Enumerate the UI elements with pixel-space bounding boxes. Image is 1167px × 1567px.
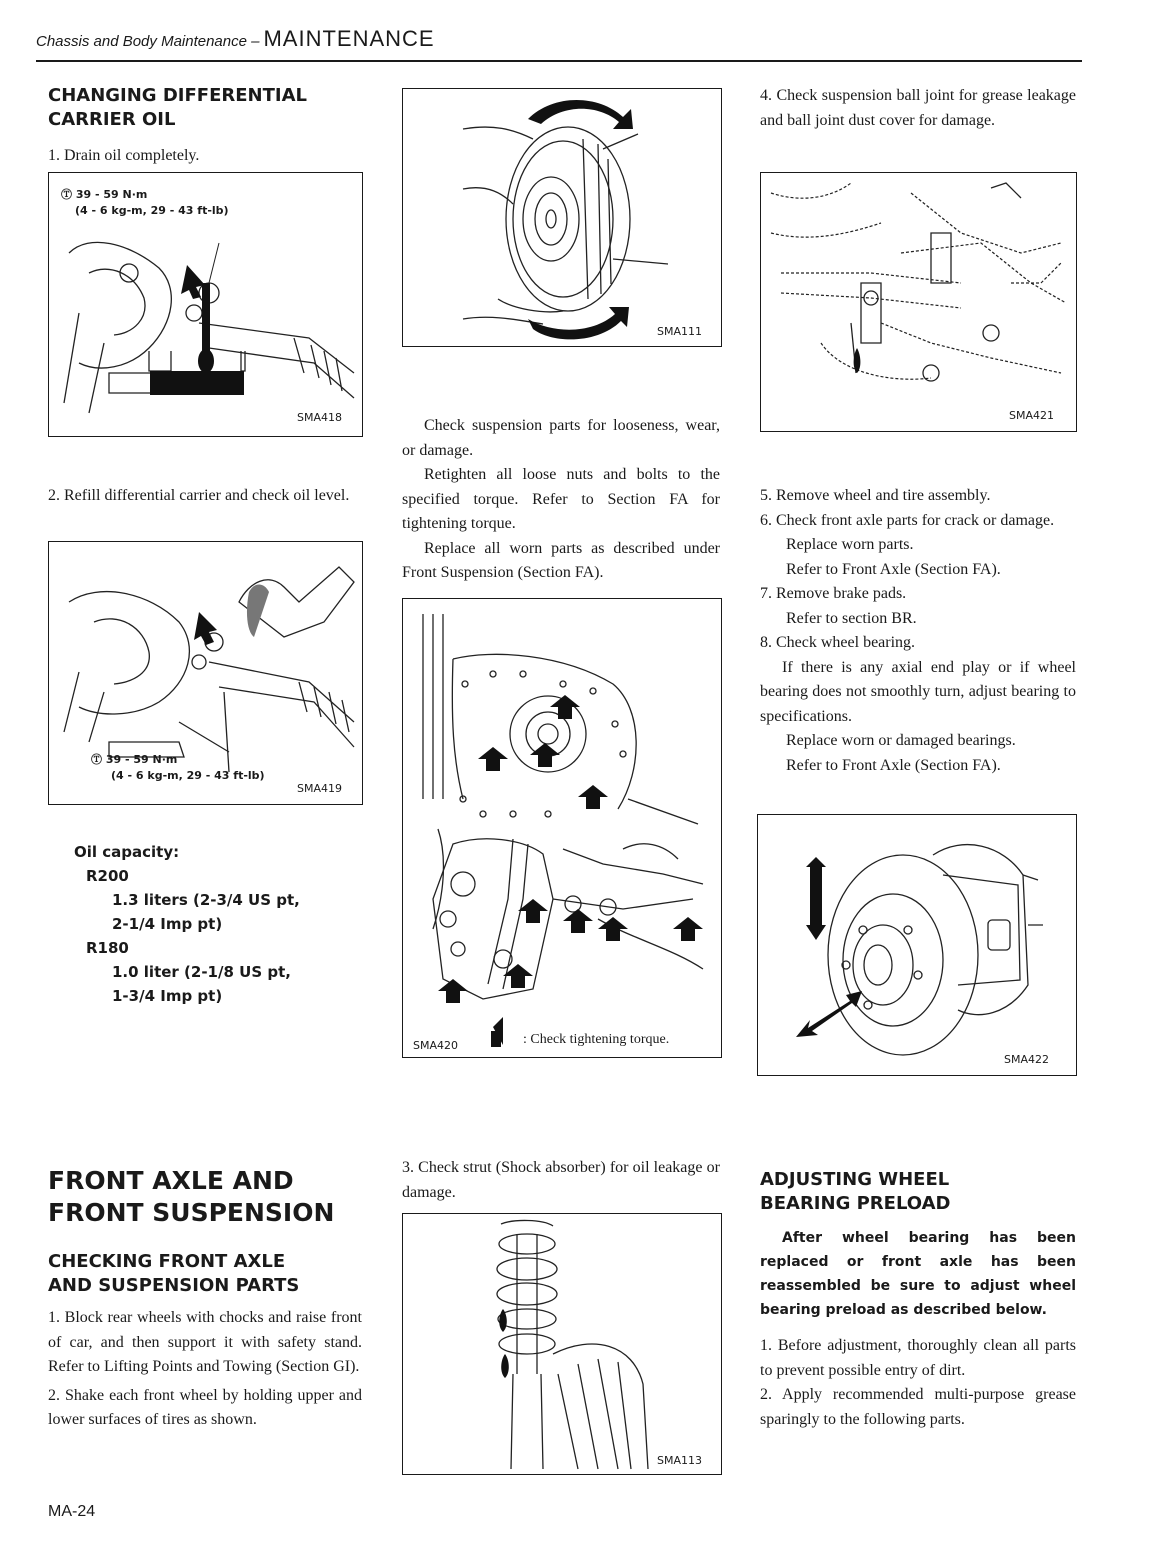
figure-code: SMA113 <box>657 1454 702 1467</box>
step-replace-bearings: Replace worn or damaged bearings. <box>786 732 1016 749</box>
figure-sma113 <box>402 1213 722 1475</box>
header-section: Chassis and Body Maintenance – <box>36 33 260 50</box>
oil-r200-value-1: 1.3 liters (2-3/4 US pt, <box>112 891 300 909</box>
torque-label-419 <box>91 752 265 784</box>
step-shake-wheel: 2. Shake each front wheel by holding upper and lower surfaces of tires as shown. <box>48 1386 362 1428</box>
figure-sma419 <box>48 541 363 805</box>
oil-r180-value-2: 1-3/4 Imp pt) <box>112 987 223 1005</box>
step-refill-oil: 2. Refill differential carrier and check oil level. <box>48 487 350 504</box>
checking-heading <box>48 1250 362 1298</box>
heading-changing-line2: CARRIER OIL <box>48 109 176 130</box>
step-replace-worn: Replace worn parts. <box>786 536 914 553</box>
figure-sma422 <box>757 814 1077 1076</box>
strut-illustration <box>403 1214 721 1474</box>
oil-r180: R180 <box>86 939 129 957</box>
step-remove-pads: 7. Remove brake pads. <box>760 585 907 602</box>
step-refer-axle-2: Refer to Front Axle (Section FA). <box>786 756 1001 774</box>
step-apply-grease: 2. Apply recommended multi-purpose grease sparingly to the following parts. <box>760 1386 1076 1428</box>
figure-code: SMA421 <box>1009 409 1054 422</box>
step-check-axle: 6. Check front axle parts for crack or damage. <box>760 511 1055 529</box>
torque-units: (4 - 6 kg-m, 29 - 43 ft-lb) <box>111 769 265 782</box>
heading-front-axle-line2: FRONT SUSPENSION <box>48 1198 335 1227</box>
figure-code: SMA422 <box>1004 1053 1049 1066</box>
step-axial-play: If there is any axial end play or if wheel bearing does not smoothly turn, adjust bearing to specifications. <box>760 658 1076 725</box>
oil-r200: R200 <box>86 867 129 885</box>
page-header <box>36 26 1082 62</box>
ball-joint-illustration <box>761 173 1076 431</box>
wheel-hub-illustration <box>758 815 1076 1075</box>
heading-checking-line1: CHECKING FRONT AXLE <box>48 1251 286 1272</box>
header-title: MAINTENANCE <box>263 26 435 51</box>
figure-sma418 <box>48 172 363 437</box>
step-remove-wheel: 5. Remove wheel and tire assembly. <box>760 487 991 504</box>
para-after-bearing: After wheel bearing has been replaced or front axle has been reassembled be sure to adjust wheel bearing preload as described below. <box>760 1230 1076 1318</box>
oil-r200-value-2: 2-1/4 Imp pt) <box>112 915 223 933</box>
figure-code: SMA418 <box>297 411 342 424</box>
front-axle-heading <box>48 1165 362 1229</box>
heading-adjusting-line1: ADJUSTING WHEEL <box>760 1169 950 1190</box>
heading-changing-line1: CHANGING DIFFERENTIAL <box>48 85 307 106</box>
heading-checking-line2: AND SUSPENSION PARTS <box>48 1275 300 1296</box>
page-number: MA-24 <box>48 1503 96 1520</box>
torque-units: (4 - 6 kg-m, 29 - 43 ft-lb) <box>75 204 229 217</box>
figure-sma421 <box>760 172 1077 432</box>
torque-value: Ⓣ 39 - 59 N·m <box>91 753 178 766</box>
changing-oil-heading <box>48 84 362 132</box>
figure-code: SMA420 <box>413 1039 458 1052</box>
step-check-ball-joint: 4. Check suspension ball joint for grease leakage and ball joint dust cover for damage. <box>760 87 1076 129</box>
suspension-bolts-illustration <box>403 599 721 1057</box>
step-refer-axle: Refer to Front Axle (Section FA). <box>786 560 1001 578</box>
oil-r180-value-1: 1.0 liter (2-1/8 US pt, <box>112 963 291 981</box>
adjusting-heading <box>760 1168 1076 1216</box>
para-check-suspension: Check suspension parts for looseness, wear, or damage. <box>402 417 720 459</box>
heading-adjusting-line2: BEARING PRELOAD <box>760 1193 951 1214</box>
step-drain-oil: 1. Drain oil completely. <box>48 147 200 164</box>
figure-code: SMA419 <box>297 782 342 795</box>
para-replace-parts: Replace all worn parts as described under Front Suspension (Section FA). <box>402 539 720 581</box>
torque-value: Ⓣ 39 - 59 N·m <box>61 188 148 201</box>
step-check-bearing: 8. Check wheel bearing. <box>760 634 916 651</box>
wheel-shake-illustration <box>403 89 721 346</box>
oil-capacity-label: Oil capacity: <box>74 843 180 861</box>
figure-sma420 <box>402 598 722 1058</box>
step-before-adjust: 1. Before adjustment, thoroughly clean all parts to prevent possible entry of dirt. <box>760 1337 1076 1379</box>
step-refer-br: Refer to section BR. <box>786 609 917 627</box>
figure-sma111 <box>402 88 722 347</box>
para-retighten: Retighten all loose nuts and bolts to the specified torque. Refer to Section FA for tightening torque. <box>402 466 720 532</box>
oil-capacity-block <box>48 840 362 1008</box>
figure-code: SMA111 <box>657 325 702 338</box>
step-block-wheels: 1. Block rear wheels with chocks and raise front of car, and then support it with safety stand. Refer to Lifting Points and Towing (Section GI). <box>48 1309 362 1375</box>
step-check-strut: 3. Check strut (Shock absorber) for oil leakage or damage. <box>402 1159 720 1201</box>
figure-caption: : Check tightening torque. <box>523 1032 670 1047</box>
torque-label-418 <box>61 187 229 219</box>
heading-front-axle-line1: FRONT AXLE AND <box>48 1166 294 1195</box>
